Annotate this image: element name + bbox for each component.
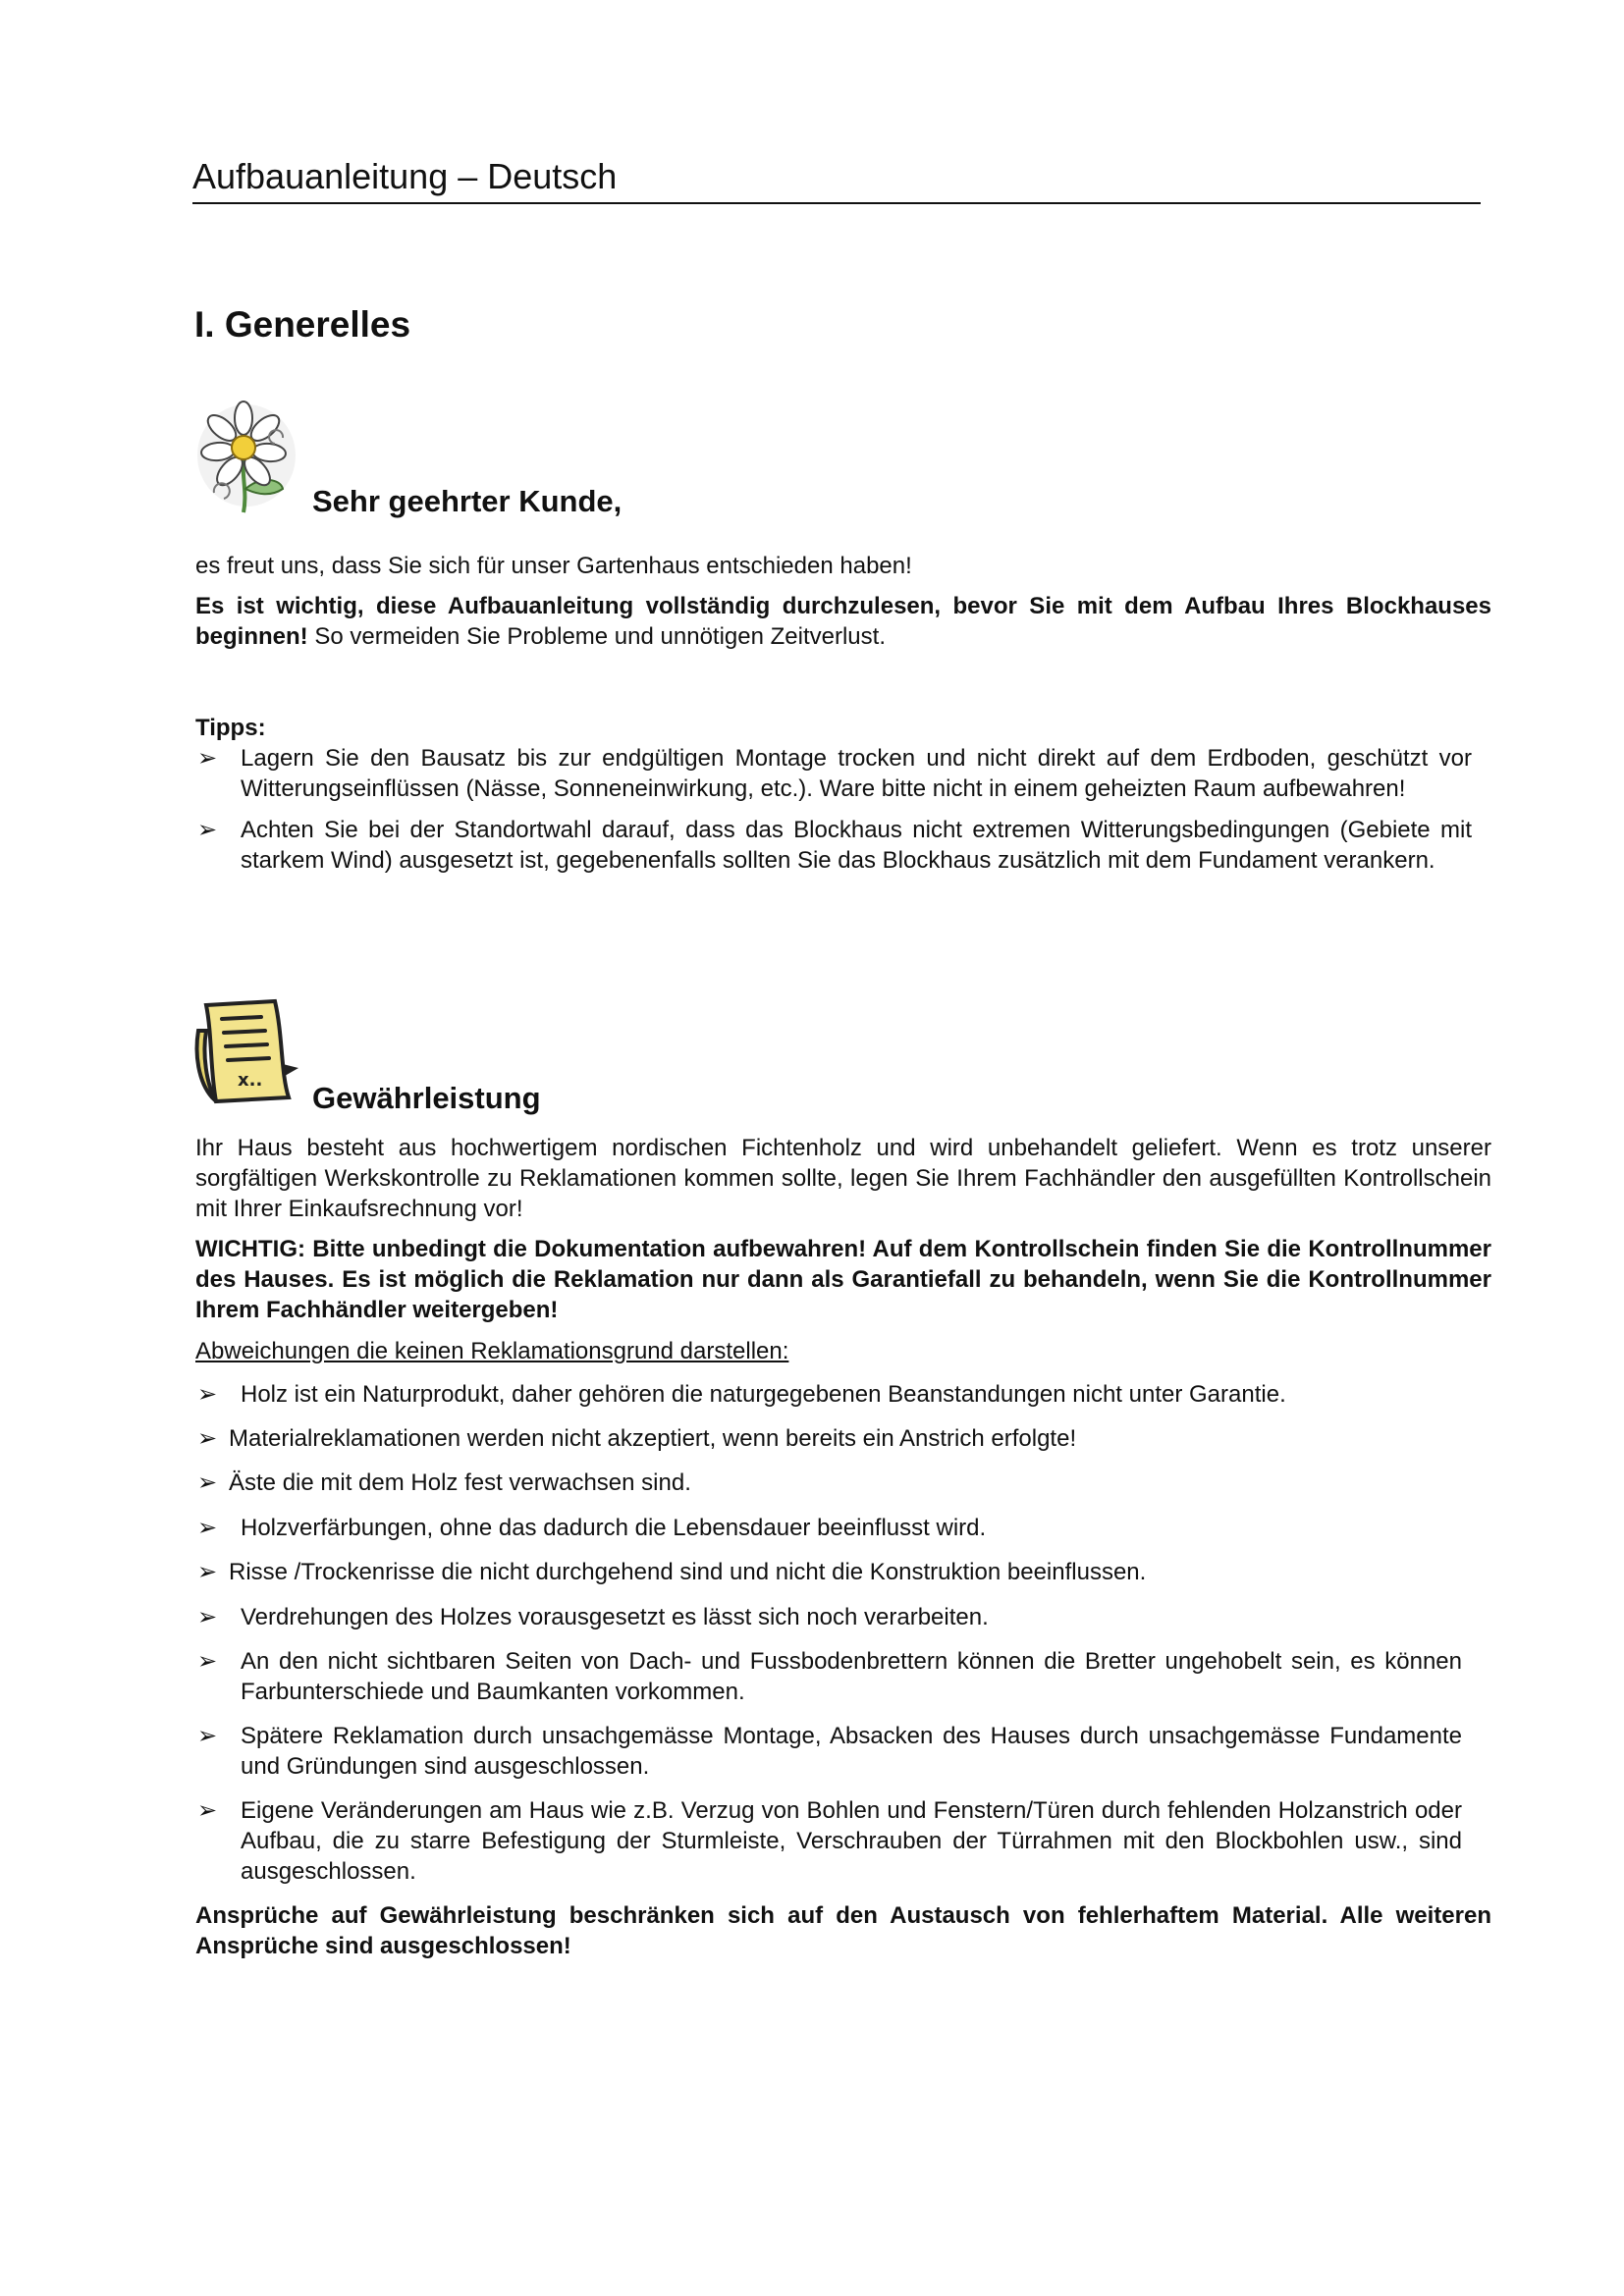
deviation-text: Eigene Veränderungen am Haus wie z.B. Verzug von Bohlen und Fenstern/Türen durch fehlenden Holzanstrich oder Aufbau, die zu starre Befestigung der Sturmleiste, Verschrauben der Türrahmen mit den Blockbohlen usw., sind ausgeschlossen. (241, 1797, 1462, 1885)
deviations-heading: Abweichungen die keinen Reklamationsgrund darstellen: (195, 1338, 789, 1364)
deviation-text: Verdrehungen des Holzes vorausgesetzt es lässt sich noch verarbeiten. (241, 1604, 989, 1630)
greeting-intro: es freut uns, dass Sie sich für unser Gartenhaus entschieden haben! (195, 553, 912, 579)
list-item (195, 1557, 1462, 1587)
arrow-bullet-icon: ➢ (197, 1559, 218, 1585)
arrow-bullet-icon: ➢ (197, 1648, 218, 1675)
warranty-important: WICHTIG: Bitte unbedingt die Dokumentation aufbewahren! Auf dem Kontrollschein finden Sie die Kontrollnummer des Hauses. Es ist möglich die Reklamation nur dann als Garantiefall zu behandeln, wenn Sie die Kontrollnummer Ihrem Fachhändler weitergeben! (195, 1236, 1491, 1323)
arrow-bullet-icon: ➢ (197, 1797, 218, 1824)
deviation-text: An den nicht sichtbaren Seiten von Dach- und Fussbodenbrettern können die Bretter ungehobelt sein, es können Farbunterschiede und Baumkanten vorkommen. (241, 1648, 1462, 1705)
arrow-bullet-icon: ➢ (197, 745, 218, 772)
svg-text:x..: x.. (238, 1070, 263, 1091)
page-header (192, 153, 1481, 204)
list-item (195, 1468, 1462, 1498)
deviation-text: Risse /Trockenrisse die nicht durchgehend sind und nicht die Konstruktion beeinflussen. (229, 1559, 1147, 1585)
greeting-important (195, 591, 1491, 652)
list-item (195, 1513, 1462, 1543)
deviation-text: Materialreklamationen werden nicht akzeptiert, wenn bereits ein Anstrich erfolgte! (229, 1425, 1077, 1452)
list-item (195, 1379, 1462, 1410)
arrow-bullet-icon: ➢ (197, 1515, 218, 1541)
tips-heading: Tipps: (195, 715, 266, 741)
important-bold-text: Es ist wichtig, diese Aufbauanleitung vollständig durchzulesen, bevor Sie mit dem Aufbau Ihres Blockhauses beginnen! (195, 593, 1491, 650)
deviation-text: Äste die mit dem Holz fest verwachsen sind. (229, 1469, 691, 1496)
arrow-bullet-icon: ➢ (197, 1723, 218, 1749)
list-item (195, 1602, 1462, 1632)
greeting-block (195, 551, 1491, 652)
arrow-bullet-icon: ➢ (197, 1381, 218, 1408)
tips-block (195, 713, 1472, 876)
list-item (195, 1795, 1462, 1887)
list-item (195, 1646, 1462, 1707)
tip-text: Lagern Sie den Bausatz bis zur endgültigen Montage trocken und nicht direkt auf dem Erdboden, geschützt vor Witterungseinflüssen (Nässe, Sonneneinwirkung, etc.). Ware bitte nicht in einem geheizten Raum aufbewahren! (241, 745, 1472, 802)
document-scroll-icon (192, 995, 302, 1105)
list-item (195, 1721, 1462, 1782)
warranty-heading: Gewährleistung (312, 1081, 541, 1115)
warranty-closing: Ansprüche auf Gewährleistung beschränken sich auf den Austausch von fehlerhaftem Material. Alle weiteren Ansprüche sind ausgeschlossen! (195, 1902, 1491, 1959)
arrow-bullet-icon: ➢ (197, 1425, 218, 1452)
deviation-text: Holzverfärbungen, ohne das dadurch die Lebensdauer beeinflusst wird. (241, 1515, 987, 1541)
tip-text: Achten Sie bei der Standortwahl darauf, dass das Blockhaus nicht extremen Witterungsbedingungen (Gebiete mit starkem Wind) ausgesetzt ist, gegebenenfalls sollten Sie das Blockhaus zusätzlich mit dem Fundament verankern. (241, 817, 1472, 874)
arrow-bullet-icon: ➢ (197, 817, 218, 843)
header-title: Aufbauanleitung – Deutsch (192, 156, 618, 196)
section-title: I. Generelles (194, 304, 411, 345)
list-item (195, 815, 1472, 876)
important-rest-text: So vermeiden Sie Probleme und unnötigen Zeitverlust. (307, 623, 886, 650)
warranty-block (195, 1133, 1491, 1961)
daisy-flower-icon (192, 399, 300, 514)
list-item (195, 1423, 1462, 1454)
arrow-bullet-icon: ➢ (197, 1469, 218, 1496)
greeting-heading: Sehr geehrter Kunde, (312, 484, 623, 518)
arrow-bullet-icon: ➢ (197, 1604, 218, 1630)
deviations-list (195, 1379, 1462, 1887)
deviation-text: Spätere Reklamation durch unsachgemässe Montage, Absacken des Hauses durch unsachgemässe Fundamente und Gründungen sind ausgeschlossen. (241, 1723, 1462, 1780)
list-item (195, 743, 1472, 804)
tips-list (195, 743, 1472, 876)
deviation-text: Holz ist ein Naturprodukt, daher gehören die naturgegebenen Beanstandungen nicht unter Garantie. (241, 1381, 1286, 1408)
warranty-intro: Ihr Haus besteht aus hochwertigem nordischen Fichtenholz und wird unbehandelt geliefert. Wenn es trotz unserer sorgfältigen Werkskontrolle zu Reklamationen kommen sollte, legen Sie Ihrem Fachhändler den ausgefüllten Kontrollschein mit Ihrer Einkaufsrechnung vor! (195, 1135, 1491, 1222)
